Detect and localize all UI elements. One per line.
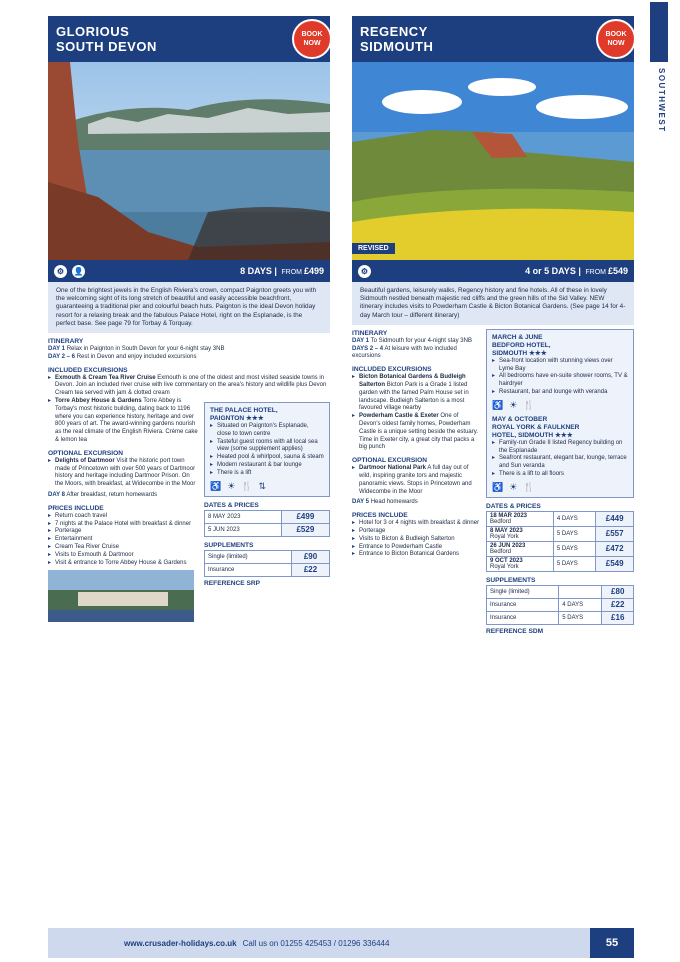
excursion-item [48, 398, 198, 445]
optional-item [48, 458, 198, 489]
hotel-info-box [204, 402, 330, 497]
tour-duration: 4 or 5 DAYS [525, 266, 576, 276]
hotel-feature: ▸ Sea-front location with stunning views over Lyme Bay [492, 358, 628, 374]
paignton-photo [48, 62, 330, 260]
excursion-name: Torre Abbey House & Gardens [55, 398, 142, 404]
hotel-feature: ▸ Family-run Grade II listed Regency building on the Esplanade [492, 440, 628, 456]
book-now-badge[interactable] [292, 19, 332, 59]
sidmouth-photo [352, 62, 634, 260]
table-row [487, 598, 634, 611]
side-tab [650, 2, 668, 62]
price-include-item: ▸ Visits to Exmouth & Dartmoor [48, 552, 198, 560]
date-value: 8 MAY 2023 [490, 527, 523, 534]
price-cell: £22 [602, 598, 634, 611]
itinerary-day [48, 354, 330, 362]
person-icon: 👤 [73, 266, 84, 276]
hotel-info-box [486, 329, 634, 498]
hotel-season: MAY & OCTOBER [492, 415, 548, 423]
optional-name: Delights of Dartmoor [55, 457, 115, 464]
price-include-item: ▸ Porterage [48, 528, 198, 536]
hotel-location: PAIGNTON ★★★ [210, 415, 264, 422]
restaurant-icon: 🍴 [523, 399, 535, 410]
website-link[interactable]: www.crusader-holidays.co.uk [124, 938, 237, 948]
tour-title-line1: GLORIOUS [56, 24, 130, 39]
sea-view-icon: ☀ [509, 399, 518, 410]
supplement-cell: Insurance [205, 563, 292, 576]
itinerary-last-day [352, 499, 480, 507]
price-cell: £449 [596, 511, 634, 526]
day-label: DAY 2 – 6 [48, 353, 76, 360]
day-text: After breakfast, return homewards [66, 491, 158, 498]
excursion-name: Powderham Castle & Exeter [359, 413, 439, 420]
day-text: Head homewards [370, 499, 418, 506]
hotel-feature: ▸ All bedrooms have en-suite shower rooms, TV & hairdryer [492, 373, 628, 389]
day-label: DAY 8 [48, 491, 66, 498]
excursion-text: Torre Abbey is Torbay's most historic building, dating back to 1196 where you can experience history, heritage and over 800 years of art. The award-winning gardens nourish as the real climate of the English Riviera. Crème cake & lemon tea [55, 398, 198, 443]
badge-line1: BOOK [605, 31, 627, 38]
supplements-heading: SUPPLEMENTS [204, 541, 254, 549]
date-value: 26 JUN 2023 [490, 542, 526, 549]
date-hotel: Bedford [490, 518, 512, 525]
optional-item [352, 465, 480, 496]
badge-line1: BOOK [301, 31, 323, 38]
restaurant-icon: 🍴 [523, 481, 535, 492]
tour-header [352, 16, 634, 62]
price-cell: £80 [602, 585, 634, 598]
tour-summary: One of the brightest jewels in the English Riviera's crown, compact Paignton greets you with the welcoming sight of its long stretch of beautiful and easily accessible beachfront, guaranteeing a traditional pier and colourful beach huts. Paignton is the ideal Devon holiday resort for a relaxing break and the fabulous Palace Hotel, right on the Esplanade, is the perfect base. See page 79 for Torbay & Torquay. [48, 282, 330, 333]
price-include-item: ▸ Entrance to Powderham Castle [352, 544, 480, 552]
prices-include-heading: PRICES INCLUDE [48, 504, 104, 512]
days-cell: 5 DAYS [553, 556, 595, 571]
tour-info-bar: ⚙ 👤 8 DAYS | FROM £499 [48, 260, 330, 282]
optional-heading: OPTIONAL EXCURSION [352, 457, 427, 465]
table-row [487, 585, 634, 598]
sea-view-icon: ☀ [227, 480, 236, 491]
itinerary-day [48, 346, 330, 354]
itinerary-day [352, 338, 480, 346]
hotel-feature: ▸ Situated on Paignton's Esplanade, close to town centre [210, 423, 324, 439]
dates-table [204, 510, 330, 537]
day-label: DAY 5 [352, 499, 370, 506]
hotel-feature: ▸ Restaurant, bar and lounge with veranda [492, 389, 628, 397]
optional-text: A full day out of wild, inspiring granite tors and majestic panoramic views. Stops in Princetown and Widecombe in the Moor [359, 465, 472, 495]
table-row [205, 563, 330, 576]
dates-table [486, 511, 634, 572]
revised-badge: REVISED [352, 243, 395, 254]
tour-title-line2: SOUTH DEVON [56, 39, 157, 54]
date-cell: 5 JUN 2023 [205, 523, 282, 536]
days-cell: 4 DAYS [559, 598, 602, 611]
supplements-heading: SUPPLEMENTS [486, 576, 536, 584]
hotel-feature: ▸ Heated pool & whirlpool, sauna & steam [210, 454, 324, 462]
price-include-item: ▸ Entrance to Bicton Botanical Gardens [352, 551, 480, 559]
page-footer [48, 928, 634, 958]
date-hotel: Bedford [490, 548, 512, 555]
price-include-item: ▸ Entertainment [48, 536, 198, 544]
day-label: DAYS 2 – 4 [352, 345, 384, 352]
table-row [487, 511, 634, 526]
excursion-text: Bicton Park is a Grade 1 listed garden with the famed Palm House set in landscape. Budleigh Salterton is a most favoured village nearby [359, 382, 469, 412]
excursions-heading: INCLUDED EXCURSIONS [48, 366, 128, 374]
excursion-item [352, 374, 480, 413]
excursions-heading: INCLUDED EXCURSIONS [352, 366, 432, 374]
itinerary-heading: ITINERARY [48, 338, 84, 346]
day-text: At leisure with two included excursions [352, 345, 457, 360]
price-include-item: ▸ Visit & entrance to Torre Abbey House & Gardens [48, 560, 198, 568]
date-cell: 8 MAY 2023 [205, 510, 282, 523]
tour-header [48, 16, 330, 62]
hotel-feature: ▸ There is a lift [210, 470, 324, 478]
excursion-item [352, 413, 480, 452]
table-row [205, 523, 330, 536]
days-cell: 5 DAYS [553, 541, 595, 556]
day-text: Rest in Devon and enjoy included excursions [76, 353, 197, 360]
optional-name: Dartmoor National Park [359, 465, 427, 472]
date-cell [487, 526, 554, 541]
lift-icon: ⇅ [258, 480, 267, 491]
price-cell: £549 [596, 556, 634, 571]
restaurant-icon: 🍴 [241, 480, 253, 491]
price-include-item: ▸ Visits to Bicton & Budleigh Salterton [352, 536, 480, 544]
price-cell: £529 [281, 523, 329, 536]
tour-south-devon [48, 16, 330, 622]
town-photo [48, 570, 194, 622]
excursion-item [48, 375, 330, 398]
excursion-name: Exmouth & Cream Tea River Cruise [55, 374, 156, 381]
from-label: FROM [281, 269, 302, 276]
supplement-cell: Insurance [487, 598, 559, 611]
wheelchair-icon: ♿ [492, 481, 504, 492]
day-label: DAY 1 [48, 346, 66, 353]
dates-heading: DATES & PRICES [486, 502, 541, 510]
gear-icon: ⚙ [358, 265, 371, 278]
tour-duration: 8 DAYS [240, 266, 272, 276]
price-include-item: ▸ Cream Tea River Cruise [48, 544, 198, 552]
excursion-name: Bicton Botanical Gardens & Budleigh Salterton [359, 374, 466, 388]
date-cell [487, 511, 554, 526]
tour-title-line2: SIDMOUTH [360, 39, 434, 54]
phone-numbers: Call us on 01255 425453 / 01296 336444 [242, 938, 390, 948]
supplements-table [204, 550, 330, 577]
table-row [487, 541, 634, 556]
wheelchair-icon: ♿ [492, 399, 504, 410]
price-include-item: ▸ Hotel for 3 or 4 nights with breakfast & dinner [352, 520, 480, 528]
itinerary-heading: ITINERARY [352, 329, 388, 337]
tour-reference: REFERENCE SDM [486, 627, 544, 635]
hotel-location: HOTEL, SIDMOUTH ★★★ [492, 431, 573, 439]
day-text: Relax in Paignton in South Devon for your 6-night stay 3NB [66, 346, 225, 353]
hotel-feature: ▸ Modern restaurant & bar lounge [210, 462, 324, 470]
table-row [487, 556, 634, 571]
hotel-season: MARCH & JUNE [492, 333, 543, 341]
date-hotel: Royal York [490, 563, 519, 570]
from-label: FROM [585, 269, 606, 276]
days-cell: 4 DAYS [553, 511, 595, 526]
price-cell: £472 [596, 541, 634, 556]
date-value: 18 MAR 2023 [490, 512, 528, 519]
book-now-badge[interactable] [596, 19, 636, 59]
supplement-cell: Insurance [487, 611, 559, 624]
table-row [487, 526, 634, 541]
price-include-item: ▸ Return coach travel [48, 513, 198, 521]
price-cell: £499 [281, 510, 329, 523]
itinerary-day [352, 346, 480, 362]
optional-heading: OPTIONAL EXCURSION [48, 449, 123, 457]
itinerary-last-day [48, 492, 198, 500]
hotel-feature: ▸ There is a lift to all floors [492, 471, 628, 479]
supplement-cell: Single (limited) [487, 585, 559, 598]
date-hotel: Royal York [490, 533, 519, 540]
price-cell: £22 [292, 563, 330, 576]
page-number: 55 [590, 928, 634, 958]
badge-line2: NOW [607, 40, 625, 47]
days-cell [559, 585, 602, 598]
day-label: DAY 1 [352, 337, 370, 344]
optional-text: Visit the historic port town made of Princetown with over 500 years of Dartmoor history and heritage including Dartmoor Prison. On the Moors, with breakfast, at Widecombe in the Moor [55, 457, 196, 488]
date-cell [487, 556, 554, 571]
supplements-table [486, 585, 634, 625]
tour-summary: Beautiful gardens, leisurely walks, Regency history and fine hotels. All of these in lovely Sidmouth nestled beneath majestic red cliffs and the green hills of the Sid Valley. NEW itinerary includes visits to Powderham Castle & Bicton Botanical Gardens. (See page 14 for 4-day March tour – different itinerary) [352, 282, 634, 325]
excursion-text: One of Devon's oldest family homes, Powderham Castle is a unique setting beside the estuary. Time in Exeter city, a great city that packs a big punch [359, 413, 478, 451]
days-cell: 5 DAYS [553, 526, 595, 541]
tour-price: £499 [303, 266, 324, 276]
price-include-item: ▸ 7 nights at the Palace Hotel with breakfast & dinner [48, 521, 198, 529]
hotel-location: SIDMOUTH ★★★ [492, 349, 547, 357]
price-cell: £90 [292, 550, 330, 563]
excursion-text: Exmouth is one of the oldest and most visited seaside towns in Devon. Join an included river cruise with live commentary on the area's history and wildlife plus Devon Cream tea served with jam & clotted cream [55, 374, 327, 397]
table-row [205, 510, 330, 523]
hotel-name: ROYAL YORK & FAULKNER [492, 423, 580, 431]
table-row [205, 550, 330, 563]
day-text: To Sidmouth for your 4-night stay 3NB [370, 337, 472, 344]
tour-regency-sidmouth [352, 16, 634, 635]
gear-icon: ⚙ [54, 265, 67, 278]
badge-line2: NOW [303, 40, 321, 47]
date-value: 9 OCT 2023 [490, 557, 523, 564]
days-cell: 5 DAYS [559, 611, 602, 624]
prices-include-heading: PRICES INCLUDE [352, 512, 408, 520]
tour-reference: REFERENCE SRP [204, 579, 261, 587]
date-cell [487, 541, 554, 556]
price-cell: £16 [602, 611, 634, 624]
hotel-feature: ▸ Seafront restaurant, elegant bar, lounge, terrace and Sun veranda [492, 455, 628, 471]
hotel-name: BEDFORD HOTEL, [492, 341, 551, 349]
hotel-name: THE PALACE HOTEL, [210, 407, 278, 414]
table-row [487, 611, 634, 624]
price-include-item: ▸ Porterage [352, 528, 480, 536]
wheelchair-icon: ♿ [210, 480, 222, 491]
tour-info-bar: ⚙ 4 or 5 DAYS | FROM £549 [352, 260, 634, 282]
tour-price: £549 [607, 266, 628, 276]
tour-title-line1: REGENCY [360, 24, 428, 39]
supplement-cell: Single (limited) [205, 550, 292, 563]
sea-view-icon: ☀ [509, 481, 518, 492]
hotel-feature: ▸ Tasteful guest rooms with all local sea view (some supplement applies) [210, 439, 324, 455]
price-cell: £557 [596, 526, 634, 541]
dates-heading: DATES & PRICES [204, 501, 259, 509]
side-label: SOUTHWEST [657, 68, 666, 133]
